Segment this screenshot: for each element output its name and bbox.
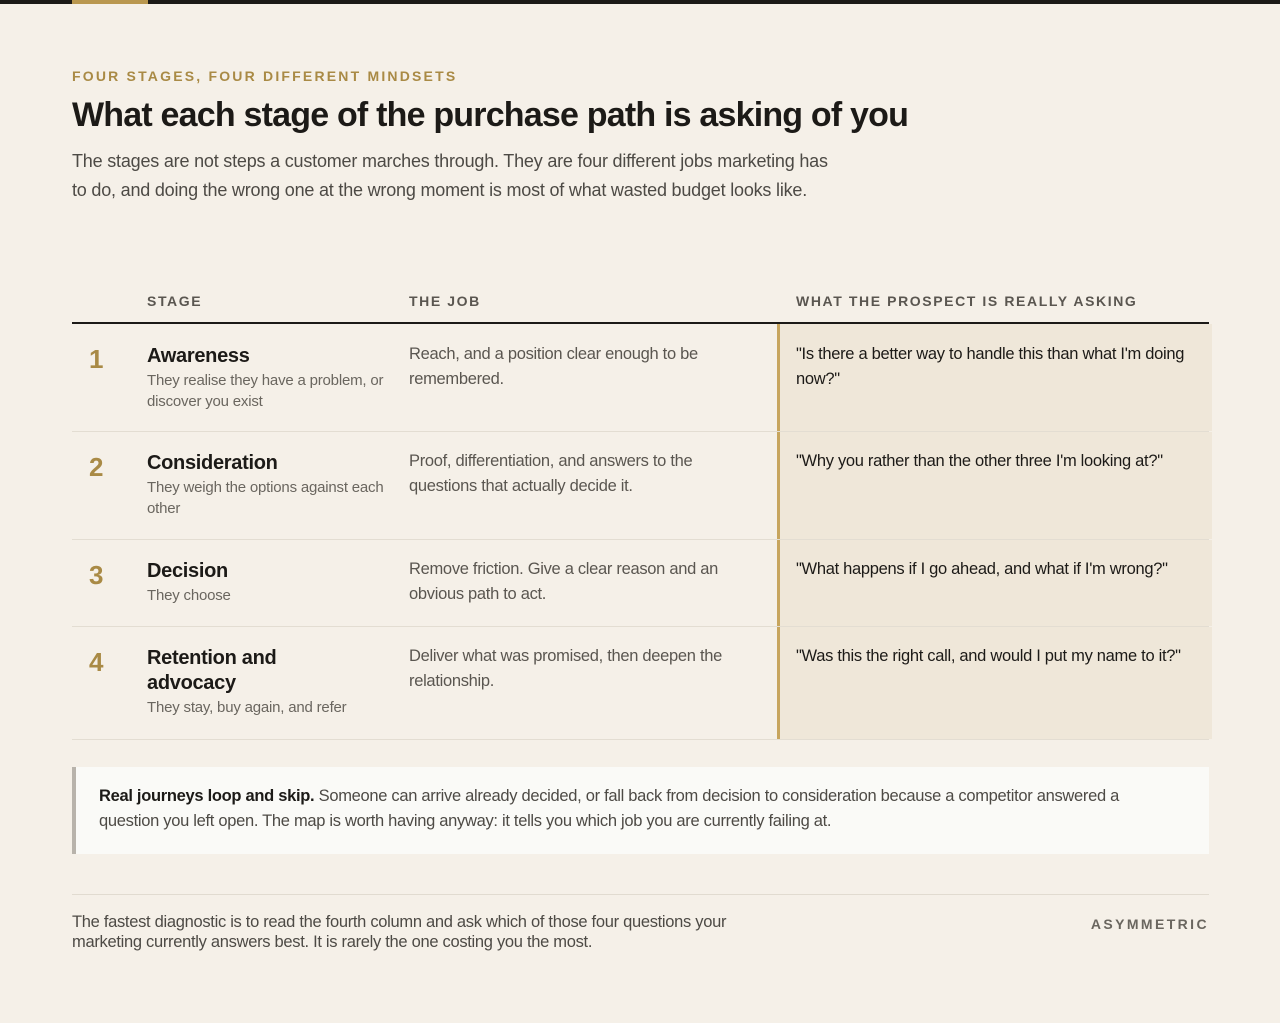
callout-lead: Real journeys loop and skip. <box>99 787 315 805</box>
stage-number: 3 <box>89 560 104 590</box>
stage-job: Remove friction. Give a clear reason and an obvious path to act. <box>409 560 719 603</box>
ask-cell-background <box>777 540 1212 626</box>
stage-job: Proof, differentiation, and answers to the questions that actually decide it. <box>409 452 693 495</box>
stage-name: Decision <box>147 560 228 582</box>
stage-job: Deliver what was promised, then deepen the relationship. <box>409 647 723 690</box>
intro-paragraph: The stages are not steps a customer marches through. They are four different jobs marketing has to do, and doing the wrong one at the wrong moment is most of what wasted budget looks like. <box>72 151 828 200</box>
table-header <box>72 285 1209 324</box>
callout-text <box>99 784 1139 834</box>
brand-wordmark: ASYMMETRIC <box>1090 916 1209 932</box>
table-row <box>72 324 1209 432</box>
page-title: What each stage of the purchase path is asking of you <box>72 96 909 134</box>
stage-description: They stay, buy again, and refer <box>147 699 347 716</box>
column-header-ask: WHAT THE PROSPECT IS REALLY ASKING <box>796 293 1138 309</box>
stage-description: They weigh the options against each other <box>147 479 384 517</box>
top-rule-accent <box>72 0 148 4</box>
table-row <box>72 540 1209 627</box>
table-row <box>72 432 1209 540</box>
table-row <box>72 627 1209 740</box>
stage-name: Consideration <box>147 452 278 474</box>
top-rule <box>0 0 1280 4</box>
stage-number: 4 <box>89 647 104 677</box>
stage-question: "What happens if I go ahead, and what if I'm wrong?" <box>796 560 1168 578</box>
stage-job: Reach, and a position clear enough to be remembered. <box>409 345 698 388</box>
callout-note <box>72 767 1209 854</box>
stage-number: 1 <box>89 344 104 374</box>
stage-question: "Was this the right call, and would I put my name to it?" <box>796 647 1181 665</box>
column-header-job: THE JOB <box>409 293 481 309</box>
stage-question: "Why you rather than the other three I'm looking at?" <box>796 452 1163 470</box>
stage-name: Awareness <box>147 345 250 367</box>
footer-divider <box>72 894 1209 895</box>
footer-text: The fastest diagnostic is to read the fourth column and ask which of those four questions your marketing currently answers best. It is rarely the one costing you the most. <box>72 913 727 951</box>
stage-question: "Is there a better way to handle this than what I'm doing now?" <box>796 345 1185 388</box>
column-header-stage: STAGE <box>147 293 203 309</box>
stage-description: They realise they have a problem, or discover you exist <box>147 372 384 410</box>
callout-body: Someone can arrive already decided, or fall back from decision to consideration because a competitor answered a question you left open. The map is worth having anyway: it tells you which job you are currently failing at. <box>99 787 1120 830</box>
stage-description: They choose <box>147 587 231 604</box>
stages-table <box>72 285 1209 740</box>
stage-number: 2 <box>89 452 104 482</box>
eyebrow: FOUR STAGES, FOUR DIFFERENT MINDSETS <box>72 68 458 84</box>
stage-name: Retention and advocacy <box>147 647 277 694</box>
